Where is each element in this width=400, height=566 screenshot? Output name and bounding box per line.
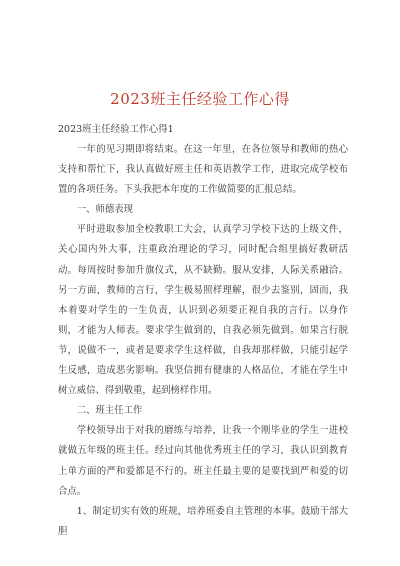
- paragraph-intro: 一年的见习期即将结束。在这一年里，在各位领导和教师的热心支持和帮忙下，我认真做好班主任和英语教学工作，进取完成学校布置的各项任务。下头我把本年度的工作做简要的汇报总结。: [58, 144, 348, 196]
- section-heading-class-teacher: 二、班主任工作: [76, 405, 143, 417]
- paragraph-rules: 1、制定切实有效的班规，培养班委自主管理的本事。鼓励干部大胆: [58, 505, 348, 537]
- paragraph-class-teacher: 学校领导出于对我的磨练与培养，让我一个刚毕业的学生一进校就做五年级的班主任。经过向其他优秀班主任的学习，我认识到教育上单方面的严和爱都是不行的。班主任最主要的是要找到严和爱的切合点。: [58, 425, 348, 497]
- document-title: 2023班主任经验工作心得: [110, 90, 290, 108]
- paragraph-ethics: 平时进取参加全校教职工大会，认真学习学校下达的上级文件，关心国内外大事，注重政治理论的学习，同时配合组里搞好教研活动。每周按时参加升旗仪式，从不缺勤。服从安排，人际关系融洽。另一方面，教师的言行，学生极易照样理解，很少去鉴别，固而，我本着要对学生的一生负责，认识到必须要正视自我的言行。以身作则，才能为人师表。要求学生做到的，自我必须先做到。如果言行脱节，说做不一，或者是要求学生这样做，自我却那样做，只能引起学生反感，造成恶劣影响。我坚信拥有健康的人格品位，才能在学生中树立威信、得到敬重，起到榜样作用。: [58, 224, 348, 397]
- section-heading-ethics: 一、师德表现: [76, 204, 134, 216]
- document-body: [58, 140, 348, 542]
- document-subtitle: 2023班主任经验工作心得1: [58, 124, 174, 135]
